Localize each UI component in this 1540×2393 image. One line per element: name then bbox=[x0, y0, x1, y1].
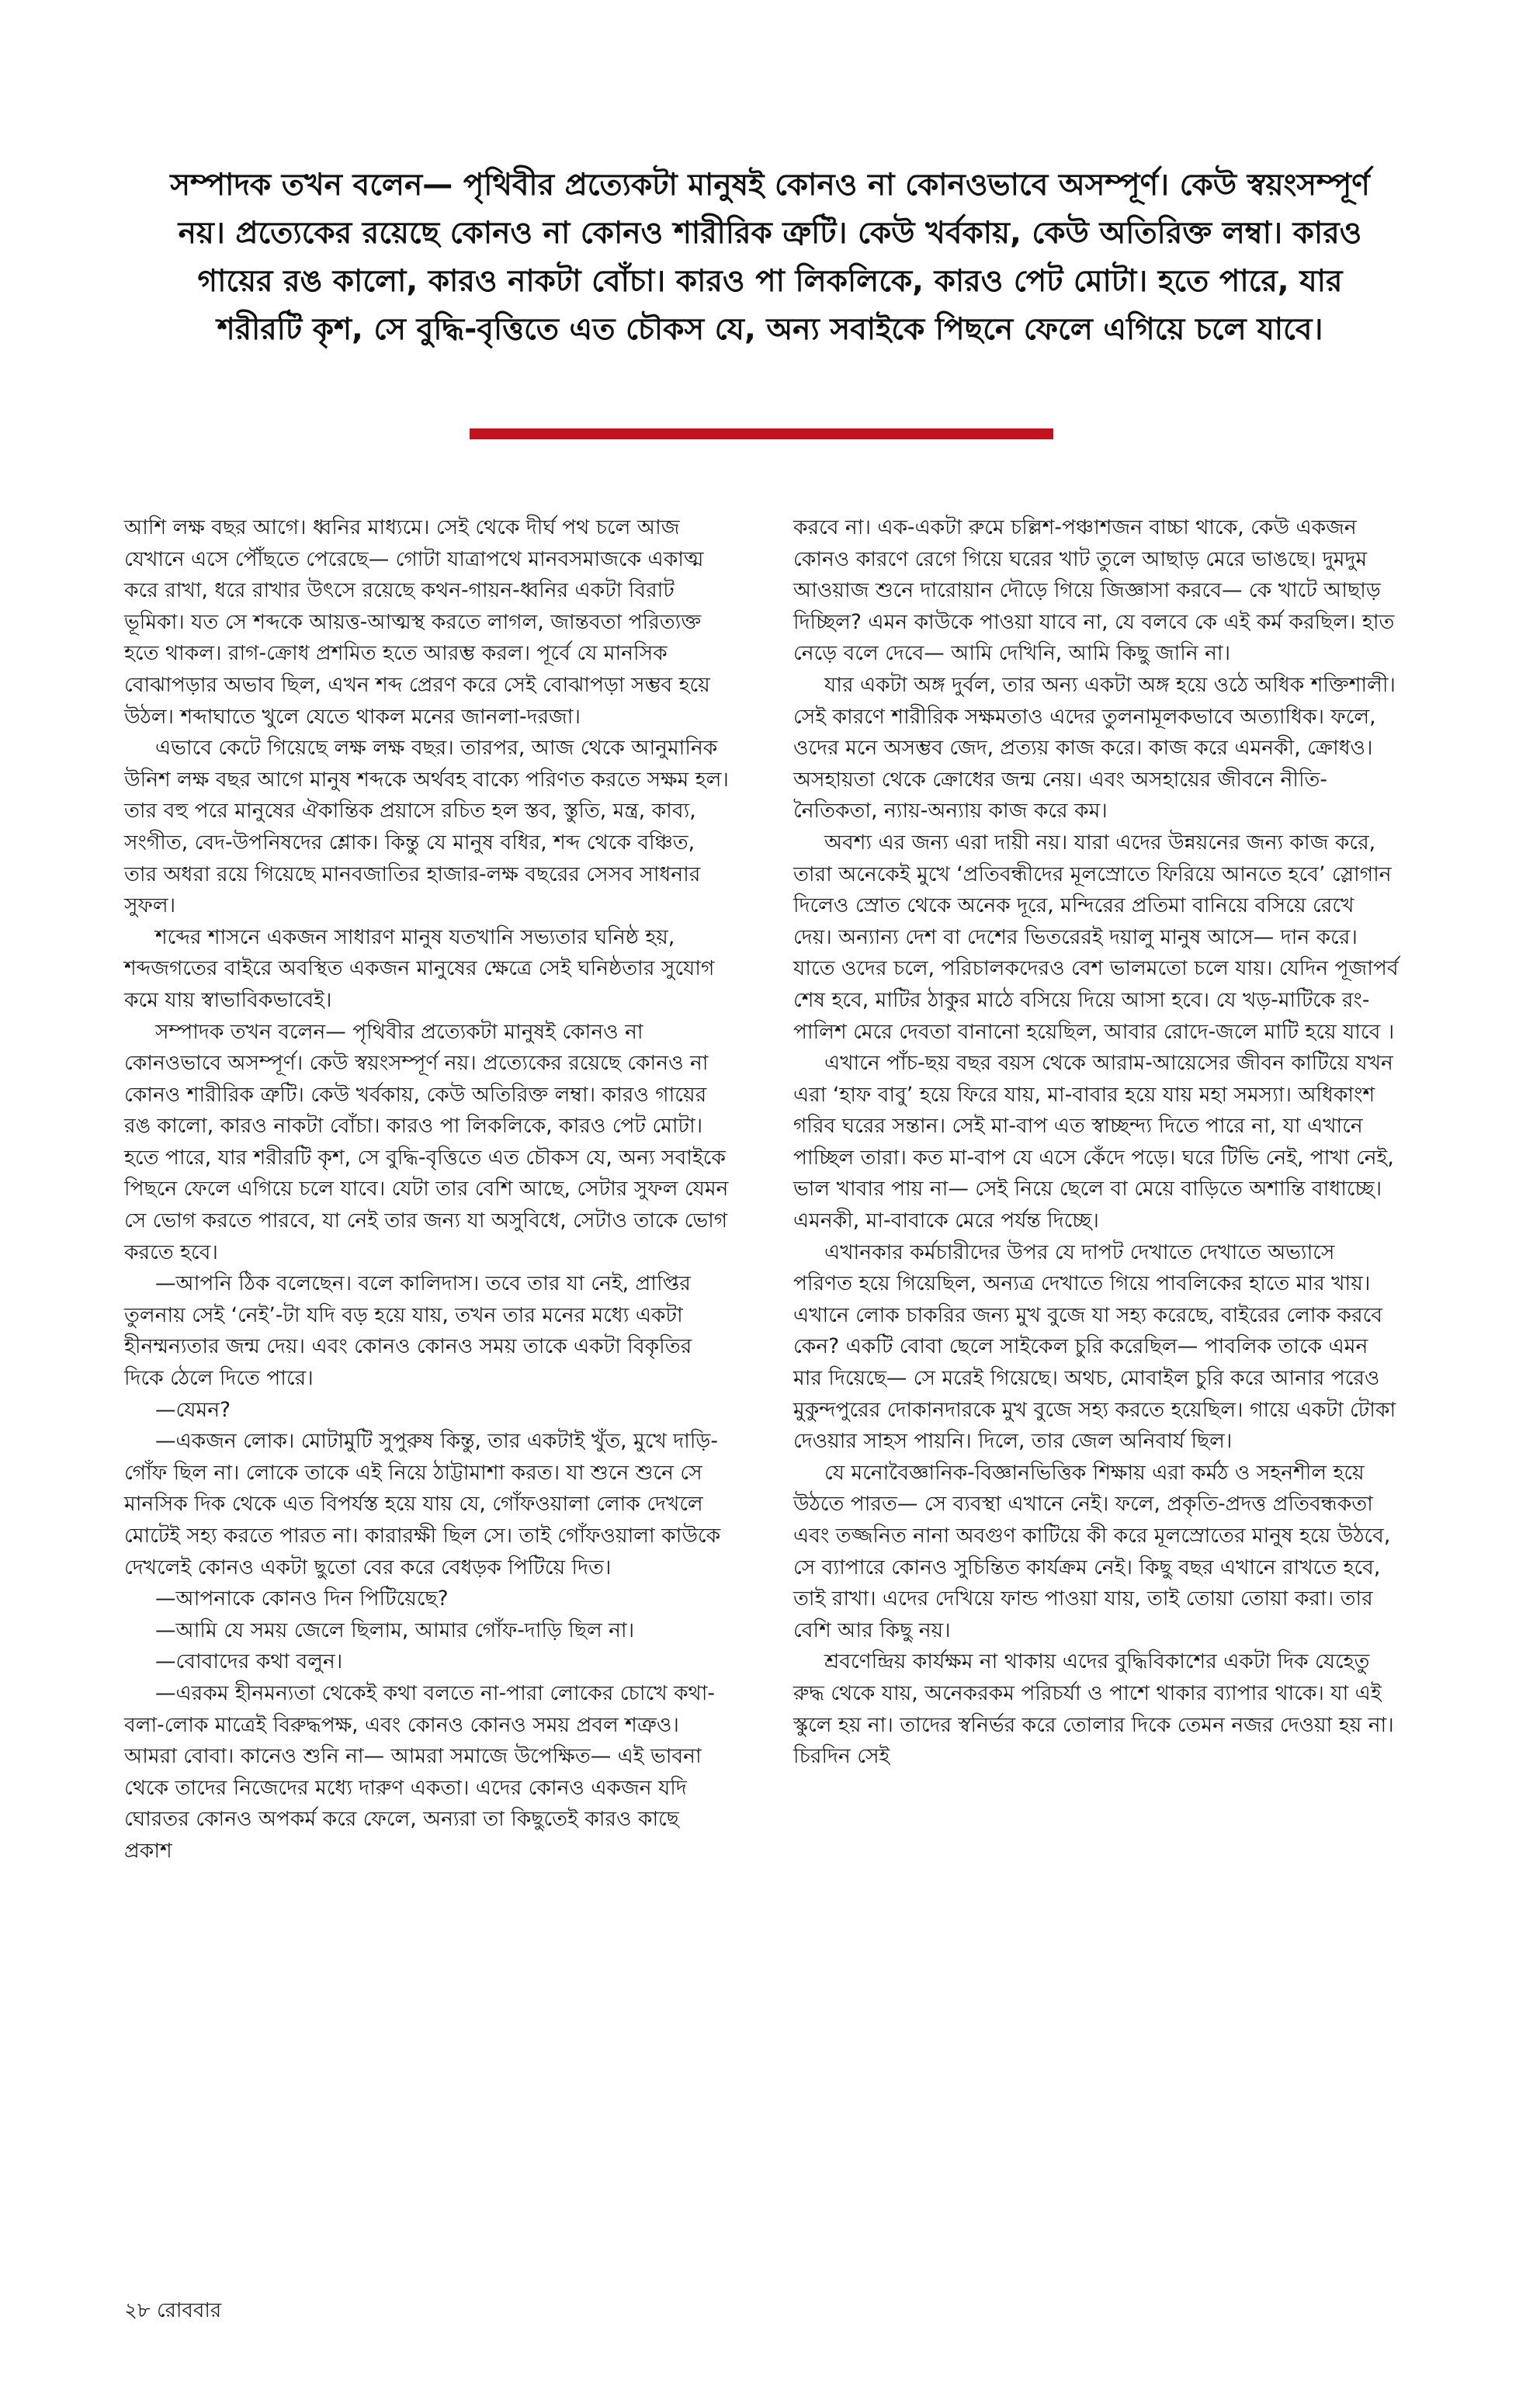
dialogue-line: —আপনি ঠিক বলেছেন। বলে কালিদাস। তবে তার যা নেই, প্রাপ্তির তুলনায় সেই ‘নেই’-টা যদি বড় হয়ে যায়, তখন তার মনের মধ্যে একটা হীনম্মন্যতার জন্ম দেয়। এবং কোনও কোনও সময় তাকে একটা বিকৃতির দিকে ঠেলে দিতে পারে। bbox=[124, 1271, 692, 1391]
dialogue-line: —বোবাদের কথা বলুন। bbox=[155, 1649, 343, 1674]
article-paragraph: যার একটা অঙ্গ দুর্বল, তার অন্য একটা অঙ্গ হয়ে ওঠে অধিক শক্তিশালী। সেই কারণে শারীরিক সক্ষমতাও এদের তুলনামূলকভাবে অত্যাধিক। ফলে, ওদের মনে অসম্ভব জেদ, প্রত্যয় কাজ করে। কাজ করে এমনকী, ক্রোধও। অসহায়তা থেকে ক্রোধের জন্ম নেয়। এবং অসহায়ের জীবনে নীতি-নৈতিকতা, ন্যায়-অন্যায় কাজ করে কম। bbox=[793, 672, 1396, 824]
page-folio: ২৮ রোববার bbox=[124, 2299, 222, 2322]
article-column-left bbox=[124, 512, 730, 1868]
dialogue-line: —যেমন? bbox=[155, 1397, 231, 1422]
article-paragraph: শ্রবণেন্দ্রিয় কার্যক্ষম না থাকায় এদের বুদ্ধিবিকাশের একটা দিক যেহেতু রুদ্ধ থেকে যায়, অনেকরকম পরিচর্যা ও পাশে থাকার ব্যাপার থাকে। যা এই স্কুলে হয় না। তাদের স্বনির্ভর করে তোলার দিকে তেমন নজর দেওয়া হয় না। চিরদিন সেই bbox=[793, 1649, 1394, 1769]
article-paragraph: সম্পাদক তখন বলেন— পৃথিবীর প্রত্যেকটা মানুষই কোনও না কোনওভাবে অসম্পূর্ণ। কেউ স্বয়ংসম্পূর্ণ নয়। প্রত্যেকের রয়েছে কোনও না কোনও শারীরিক ত্রুটি। কেউ খর্বকায়, কেউ অতিরিক্ত লম্বা। কারও গায়ের রঙ কালো, কারও নাকটা বোঁচা। কারও পা লিকলিকে, কারও পেট মোটা। হতে পারে, যার শরীরটি কৃশ, সে বুদ্ধি-বৃত্তিতে এত চৌকস যে, অন্য সবাইকে পিছনে ফেলে এগিয়ে চলে যাবে। যেটা তার বেশি আছে, সেটার সুফল যেমন সে ভোগ করতে পারবে, যা নেই তার জন্য যা অসুবিধে, সেটাও তাকে ভোগ করতে হবে। bbox=[124, 1019, 729, 1264]
pull-quote: সম্পাদক তখন বলেন— পৃথিবীর প্রত্যেকটা মানুষই কোনও না কোনওভাবে অসম্পূর্ণ। কেউ স্বয়ংসম্পূর্ণ নয়। প্রত্যেকের রয়েছে কোনও না কোনও শারীরিক ত্রুটি। কেউ খর্বকায়, কেউ অতিরিক্ত লম্বা। কারও গায়ের রঙ কালো, কারও নাকটা বোঁচা। কারও পা লিকলিকে, কারও পেট মোটা। হতে পারে, যার শরীরটি কৃশ, সে বুদ্ধি-বৃত্তিতে এত চৌকস যে, অন্য সবাইকে পিছনে ফেলে এগিয়ে চলে যাবে। bbox=[170, 168, 1370, 347]
dialogue-line: —একজন লোক। মোটামুটি সুপুরুষ কিন্তু, তার একটাই খুঁত, মুখে দাড়ি-গোঁফ ছিল না। লোকে তাকে এই নিয়ে ঠাট্টামাশা করত। যা শুনে শুনে সে মানসিক দিক থেকে এত বিপর্যস্ত হয়ে যায় যে, গোঁফওয়ালা লোক দেখলে মোটেই সহ্য করতে পারত না। কারারক্ষী ছিল সে। তাই গোঁফওয়ালা কাউকে দেখলেই কোনও একটা ছুতো বের করে বেধড়ক পিটিয়ে দিত। bbox=[124, 1429, 721, 1580]
article-paragraph: আশি লক্ষ বছর আগে। ধ্বনির মাধ্যমে। সেই থেকে দীর্ঘ পথ চলে আজ যেখানে এসে পৌঁছতে পেরেছে— গোটা যাত্রাপথে মানবসমাজকে একাত্ম করে রাখা, ধরে রাখার উৎসে রয়েছে কথন-গায়ন-ধ্বনির একটা বিরাট ভূমিকা। যত সে শব্দকে আয়ত্ত-আত্মস্থ করতে লাগল, জান্তবতা পরিত্যক্ত হতে থাকল। রাগ-ক্রোধ প্রশমিত হতে আরম্ভ করল। পূর্বে যে মানসিক বোঝাপড়ার অভাব ছিল, এখন শব্দ প্রেরণ করে সেই বোঝাপড়া সম্ভব হয়ে উঠল। শব্দাঘাতে খুলে যেতে থাকল মনের জানলা-দরজা। bbox=[124, 515, 710, 729]
article-paragraph: করবে না। এক-একটা রুমে চল্লিশ-পঞ্চাশজন বাচ্চা থাকে, কেউ একজন কোনও কারণে রেগে গিয়ে ঘরের খাট তুলে আছাড় মেরে ভাঙছে। দুমদুম আওয়াজ শুনে দারোয়ান দৌড়ে গিয়ে জিজ্ঞাসা করবে— কে খাটে আছাড় দিচ্ছিল? এমন কাউকে পাওয়া যাবে না, যে বলবে কে এই কর্ম করছিল। হাত নেড়ে বলে দেবে— আমি দেখিনি, আমি কিছু জানি না। bbox=[793, 515, 1395, 666]
article-column-right bbox=[793, 512, 1399, 1773]
divider-rule bbox=[470, 428, 1053, 439]
article-paragraph: এভাবে কেটে গিয়েছে লক্ষ লক্ষ বছর। তারপর, আজ থেকে আনুমানিক উনিশ লক্ষ বছর আগে মানুষ শব্দকে অর্থবহ বাক্যে পরিণত করতে সক্ষম হল। তার বহু পরে মানুষের ঐকান্তিক প্রয়াসে রচিত হল স্তব, স্তুতি, মন্ত্র, কাব্য, সংগীত, বেদ-উপনিষদের শ্লোক। কিন্তু যে মানুষ বধির, শব্দ থেকে বঞ্চিত, তার অধরা রয়ে গিয়েছে মানবজাতির হাজার-লক্ষ বছরের সেসব সাধনার সুফল। bbox=[124, 736, 729, 918]
article-paragraph: শব্দের শাসনে একজন সাধারণ মানুষ যতখানি সভ্যতার ঘনিষ্ঠ হয়, শব্দজগতের বাইরে অবস্থিত একজন মানুষের ক্ষেত্রে সেই ঘনিষ্ঠতার সুযোগ কমে যায় স্বাভাবিকভাবেই। bbox=[124, 924, 715, 1012]
dialogue-line: —এরকম হীনমন্যতা থেকেই কথা বলতে না-পারা লোকের চোখে কথা-বলা-লোক মাত্রেই বিরুদ্ধপক্ষ, এবং কোনও কোনও সময় প্রবল শত্রুও। আমরা বোবা। কানেও শুনি না— আমরা সমাজে উপেক্ষিত— এই ভাবনা থেকে তাদের নিজেদের মধ্যে দারুণ একতা। এদের কোনও একজন যদি ঘোরতর কোনও অপকর্ম করে ফেলে, অন্যরা তা কিছুতেই কারও কাছে প্রকাশ bbox=[124, 1680, 715, 1863]
article-paragraph: যে মনোবৈজ্ঞানিক-বিজ্ঞানভিত্তিক শিক্ষায় এরা কর্মঠ ও সহনশীল হয়ে উঠতে পারত— সে ব্যবস্থা এখানে নেই। ফলে, প্রকৃতি-প্রদত্ত প্রতিবন্ধকতা এবং তজ্জনিত নানা অবগুণ কাটিয়ে কী করে মূলস্রোতের মানুষ হয়ে উঠবে, সে ব্যাপারে কোনও সুচিন্তিত কার্যক্রম নেই। কিছু বছর এখানে রাখতে হবে, তাই রাখা। এদের দেখিয়ে ফান্ড পাওয়া যায়, তাই তোয়া তোয়া করা। তার বেশি আর কিছু নয়। bbox=[793, 1460, 1391, 1642]
article-paragraph: এখানে পাঁচ-ছয় বছর বয়স থেকে আরাম-আয়েসের জীবন কাটিয়ে যখন এরা ‘হাফ বাবু’ হয়ে ফিরে যায়, মা-বাবার হয়ে যায় মহা সমস্যা। অধিকাংশ গরিব ঘরের সন্তান। সেই মা-বাপ এত স্বাচ্ছন্দ্য দিতে পারে না, যা এখানে পাচ্ছিল তারা। কত মা-বাপ যে এসে কেঁদে পড়ে। ঘরে টিভি নেই, পাখা নেই, ভাল খাবার পায় না— সেই নিয়ে ছেলে বা মেয়ে বাড়িতে অশান্তি বাধাচ্ছে। এমনকী, মা-বাবাকে মেরে পর্যন্ত দিচ্ছে। bbox=[793, 1051, 1394, 1233]
dialogue-line: —আপনাকে কোনও দিন পিটিয়েছে? bbox=[155, 1587, 449, 1611]
article-paragraph: এখানকার কর্মচারীদের উপর যে দাপট দেখাতে দেখাতে অভ্যাসে পরিণত হয়ে গিয়েছিল, অন্যত্র দেখাতে গিয়ে পাবলিকের হাতে মার খায়। এখানে লোক চাকরির জন্য মুখ বুজে যা সহ্য করেছে, বাইরের লোক করবে কেন? একটি বোবা ছেলে সাইকেল চুরি করেছিল— পাবলিক তাকে এমন মার দিয়েছে— সে মরেই গিয়েছে। অথচ, মোবাইল চুরি করে আনার পরেও মুকুন্দপুরের দোকানদারকে মুখ বুজে সহ্য করতে হয়েছিল। গায়ে একটা টোকা দেওয়ার সাহস পায়নি। দিলে, তার জেল অনিবার্য ছিল। bbox=[793, 1240, 1396, 1454]
article-paragraph: অবশ্য এর জন্য এরা দায়ী নয়। যারা এদের উন্নয়নের জন্য কাজ করে, তারা অনেকেই মুখে ‘প্রতিবন্ধীদের মূলস্রোতে ফিরিয়ে আনতে হবে’ স্লোগান দিলেও স্রোত থেকে অনেক দূরে, মন্দিরের প্রতিমা বানিয়ে বসিয়ে রেখে দেয়। অন্যান্য দেশ বা দেশের ভিতরেরই দয়ালু মানুষ আসে— দান করে। যাতে ওদের চলে, পরিচালকদেরও বেশ ভালমতো চলে যায়। যেদিন পূজাপর্ব শেষ হবে, মাটির ঠাকুর মাঠে বসিয়ে দিয়ে আসা হবে। যে খড়-মাটিকে রং-পালিশ মেরে দেবতা বানানো হয়েছিল, আবার রোদে-জলে মাটি হয়ে যাবে । bbox=[793, 830, 1399, 1044]
dialogue-line: —আমি যে সময় জেলে ছিলাম, আমার গোঁফ-দাড়ি ছিল না। bbox=[155, 1618, 635, 1642]
